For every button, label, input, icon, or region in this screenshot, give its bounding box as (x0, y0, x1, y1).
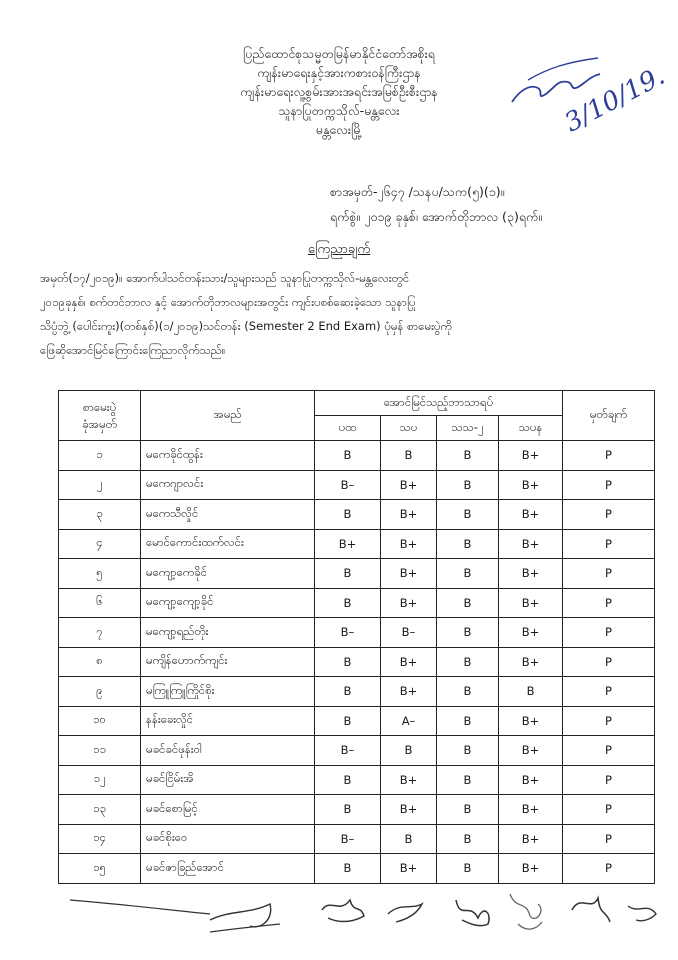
roll-number-cell: ၁၅ (59, 854, 141, 884)
table-row (59, 588, 655, 618)
student-name-cell: မကျော့ရည်တိုး (141, 618, 315, 648)
remark-cell: P (563, 618, 655, 648)
header-line-government: ပြည်ထောင်စုသမ္မတမြန်မာနိုင်ငံတော်အစိုးရ (243, 46, 435, 61)
header-name: အမည် (141, 391, 315, 441)
roll-number-cell: ၅ (59, 559, 141, 589)
table-row (59, 618, 655, 648)
grade-subject-1-cell: B (315, 795, 381, 825)
roll-number-cell: ၂ (59, 470, 141, 500)
grade-subject-3-cell: B (437, 441, 499, 471)
grade-subject-2-cell: B+ (381, 470, 437, 500)
roll-number-cell: ၁၁ (59, 736, 141, 766)
paragraph-line-2: ၂၀၁၉ခုနှစ်၊ စက်တင်ဘာလ နှင့် အောက်တိုဘာလများအတွင်း ကျင်းပစစ်ဆေးခဲ့သော သူနာပြု (40, 295, 416, 309)
grade-subject-2-cell: B+ (381, 529, 437, 559)
paragraph-line-4: ဖြေဆိုအောင်မြင်ကြောင်းကြေညာလိုက်သည်။ (40, 343, 226, 357)
grade-subject-1-cell: B– (315, 470, 381, 500)
grade-subject-1-cell: B (315, 500, 381, 530)
grade-subject-4-cell: B+ (499, 500, 563, 530)
table-row (59, 736, 655, 766)
grade-subject-3-cell: B (437, 824, 499, 854)
grade-subject-4-cell: B+ (499, 529, 563, 559)
remark-cell: P (563, 588, 655, 618)
table-row (59, 854, 655, 884)
header-remark: မှတ်ချက် (563, 391, 655, 441)
grade-subject-3-cell: B (437, 795, 499, 825)
table-row (59, 470, 655, 500)
grade-subject-4-cell: B+ (499, 559, 563, 589)
remark-cell: P (563, 677, 655, 707)
header-line-ministry: ကျန်းမာရေးနှင့်အားကစားဝန်ကြီးဌာန (257, 65, 421, 80)
remark-cell: P (563, 736, 655, 766)
table-row (59, 647, 655, 677)
grade-subject-3-cell: B (437, 677, 499, 707)
grade-subject-1-cell: B (315, 441, 381, 471)
table-row (59, 500, 655, 530)
letter-number: စာအမှတ်-၂၆၄၇ /သနပ/သက(၅)(၁)။ (330, 184, 505, 199)
remark-cell: P (563, 854, 655, 884)
grade-subject-4-cell: B+ (499, 765, 563, 795)
paragraph-line-3: သိပ္ပံဘွဲ့ (ပေါင်းကူး)(တစ်နှစ်)(၁/၂၀၁၉)သင်တန်း (Semester 2 End Exam) ပုံမှန် စာမေးပွဲကို (40, 319, 452, 333)
grade-subject-2-cell: B+ (381, 588, 437, 618)
student-name-cell: မခင်စိုးဝေ (141, 824, 315, 854)
grade-subject-2-cell: B (381, 824, 437, 854)
grade-subject-3-cell: B (437, 736, 499, 766)
header-subject-2: သပ (381, 416, 437, 441)
grade-subject-3-cell: B (437, 618, 499, 648)
grade-subject-2-cell: B+ (381, 500, 437, 530)
student-name-cell: မခင်ငြိမ်းအိ (141, 765, 315, 795)
grade-subject-1-cell: B (315, 765, 381, 795)
grade-subject-2-cell: B+ (381, 795, 437, 825)
header-line-university: သူနာပြုတက္ကသိုလ်-မန္တလေး (278, 103, 400, 118)
roll-number-cell: ၆ (59, 588, 141, 618)
grade-subject-4-cell: B+ (499, 618, 563, 648)
grade-subject-2-cell: B+ (381, 677, 437, 707)
student-name-cell: နန်းခေးလှိုင် (141, 706, 315, 736)
notice-paragraph (40, 266, 650, 362)
grades-table (58, 390, 655, 884)
student-name-cell: မကြူကြူကြိုင်စိုး (141, 677, 315, 707)
grade-subject-2-cell: B– (381, 618, 437, 648)
remark-cell: P (563, 824, 655, 854)
grade-subject-1-cell: B– (315, 736, 381, 766)
header-subject-4: သပန (499, 416, 563, 441)
grade-subject-3-cell: B (437, 765, 499, 795)
table-row (59, 677, 655, 707)
grade-subject-3-cell: B (437, 854, 499, 884)
grade-subject-4-cell: B+ (499, 441, 563, 471)
remark-cell: P (563, 765, 655, 795)
remark-cell: P (563, 647, 655, 677)
grade-subject-1-cell: B (315, 647, 381, 677)
student-name-cell: မကျော့ကျော့ခိုင် (141, 588, 315, 618)
grade-subject-4-cell: B+ (499, 824, 563, 854)
grade-subject-3-cell: B (437, 529, 499, 559)
bottom-signatures-icon (60, 880, 670, 952)
header-line-city: မန္တလေးမြို့ (315, 122, 363, 137)
remark-cell: P (563, 500, 655, 530)
grade-subject-1-cell: B (315, 559, 381, 589)
grade-subject-3-cell: B (437, 588, 499, 618)
roll-number-cell: ၁၀ (59, 706, 141, 736)
student-name-cell: မခင်ခင်ဖုန်းဝါ (141, 736, 315, 766)
roll-number-cell: ၇ (59, 618, 141, 648)
roll-number-cell: ၁၄ (59, 824, 141, 854)
grade-subject-4-cell: B+ (499, 706, 563, 736)
remark-cell: P (563, 441, 655, 471)
header-subject-3: သသ-၂ (437, 416, 499, 441)
paragraph-line-1: အမှတ်(၁၇/၂၀၁၉)။ အောက်ပါသင်တန်းသား/သူများသည် သူနာပြုတက္ကသိုလ်-မန္တလေးတွင် (40, 271, 410, 285)
header-subjects-group: အောင်မြင်သည့်ဘာသာရပ် (315, 391, 563, 416)
roll-number-cell: ၈ (59, 647, 141, 677)
notice-title: ကြေညာချက် (307, 242, 371, 257)
remark-cell: P (563, 795, 655, 825)
handwritten-date: 3/10/19. (560, 61, 670, 139)
table-row (59, 795, 655, 825)
letter-date: ရက်စွဲ။ ၂၀၁၉ ခုနှစ်၊ အောက်တိုဘာလ (၃)ရက်။ (330, 209, 543, 224)
roll-number-cell: ၃ (59, 500, 141, 530)
grade-subject-2-cell: A– (381, 706, 437, 736)
student-name-cell: မခင်စောမြင့် (141, 795, 315, 825)
student-name-cell: မကျိန်ဟောက်ကျင်း (141, 647, 315, 677)
roll-number-cell: ၉ (59, 677, 141, 707)
student-name-cell: မကျော့ကေခိုင် (141, 559, 315, 589)
table-row (59, 559, 655, 589)
grades-table-body (59, 441, 655, 884)
remark-cell: P (563, 706, 655, 736)
grade-subject-2-cell: B+ (381, 854, 437, 884)
student-name-cell: မကေသီလှိုင် (141, 500, 315, 530)
grade-subject-1-cell: B (315, 588, 381, 618)
grade-subject-1-cell: B (315, 677, 381, 707)
remark-cell: P (563, 470, 655, 500)
grade-subject-1-cell: B (315, 854, 381, 884)
table-row (59, 706, 655, 736)
grade-subject-3-cell: B (437, 706, 499, 736)
grade-subject-4-cell: B+ (499, 588, 563, 618)
student-name-cell: မကေခိုင်ထွန်း (141, 441, 315, 471)
grade-subject-4-cell: B (499, 677, 563, 707)
remark-cell: P (563, 529, 655, 559)
header-roll-number: စာမေးပွဲ ခုံအမှတ် (59, 391, 141, 441)
grade-subject-2-cell: B+ (381, 765, 437, 795)
grade-subject-1-cell: B+ (315, 529, 381, 559)
remark-cell: P (563, 559, 655, 589)
grade-subject-4-cell: B+ (499, 795, 563, 825)
grade-subject-2-cell: B (381, 441, 437, 471)
table-row (59, 765, 655, 795)
grade-subject-2-cell: B+ (381, 647, 437, 677)
grade-subject-1-cell: B (315, 706, 381, 736)
student-name-cell: မခင်ဇာခြည်အောင် (141, 854, 315, 884)
roll-number-cell: ၄ (59, 529, 141, 559)
header-line-department: ကျန်းမာရေးလူ့စွမ်းအားအရင်းအမြစ်ဦးစီးဌာန (240, 84, 438, 99)
grade-subject-2-cell: B (381, 736, 437, 766)
header-subject-1: ပထ (315, 416, 381, 441)
grade-subject-4-cell: B+ (499, 647, 563, 677)
grade-subject-3-cell: B (437, 647, 499, 677)
roll-number-cell: ၁၃ (59, 795, 141, 825)
grade-subject-1-cell: B– (315, 618, 381, 648)
grade-subject-4-cell: B+ (499, 854, 563, 884)
table-row (59, 824, 655, 854)
table-row (59, 441, 655, 471)
roll-number-cell: ၁၂ (59, 765, 141, 795)
grade-subject-2-cell: B+ (381, 559, 437, 589)
grade-subject-4-cell: B+ (499, 470, 563, 500)
roll-number-cell: ၁ (59, 441, 141, 471)
student-name-cell: မောင်ကောင်းထက်လင်း (141, 529, 315, 559)
table-row (59, 529, 655, 559)
grade-subject-1-cell: B– (315, 824, 381, 854)
grade-subject-3-cell: B (437, 559, 499, 589)
student-name-cell: မကေဂျာလင်း (141, 470, 315, 500)
grade-subject-3-cell: B (437, 500, 499, 530)
grade-subject-4-cell: B+ (499, 736, 563, 766)
grade-subject-3-cell: B (437, 470, 499, 500)
